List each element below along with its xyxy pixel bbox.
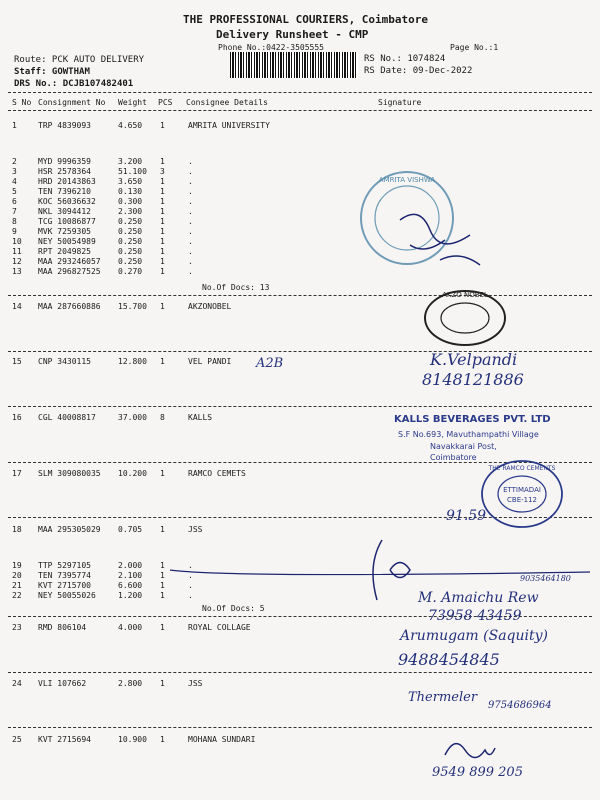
table-row (0, 237, 600, 247)
row-consignee: . (188, 267, 193, 276)
row-consignment: KVT 2715700 (38, 581, 91, 590)
table-row (0, 167, 600, 177)
row-pcs: 1 (160, 679, 165, 688)
row-pcs: 1 (160, 623, 165, 632)
divider (8, 110, 592, 111)
handwriting-a2b: A2B (256, 356, 284, 371)
signature-scribble (160, 520, 600, 610)
table-row (0, 227, 600, 237)
table-row (0, 267, 600, 277)
amrita-stamp-text: AMRITA VISHWA (378, 176, 436, 184)
row-pcs: 1 (160, 357, 165, 366)
row-sno: 24 (12, 679, 22, 688)
row-pcs: 1 (160, 227, 165, 236)
row-sno: 2 (12, 157, 17, 166)
docs-count: No.Of Docs: 13 (202, 283, 270, 292)
row-weight: 37.000 (118, 413, 147, 422)
row-consignment: VLI 107662 (38, 679, 87, 688)
row-weight: 2.000 (118, 561, 143, 570)
handwriting-phone-15: 8148121886 (422, 370, 524, 389)
row-weight: 10.200 (118, 469, 147, 478)
handwriting-thermeler: Thermeler (408, 690, 478, 705)
row-consignee: KALLS (188, 413, 213, 422)
row-weight: 0.250 (118, 227, 143, 236)
row-sno: 15 (12, 357, 22, 366)
row-sno: 20 (12, 571, 22, 580)
row-consignee: VEL PANDI (188, 357, 232, 366)
row-consignee: ROYAL COLLAGE (188, 623, 251, 632)
row-sno: 5 (12, 187, 17, 196)
row-pcs: 1 (160, 217, 165, 226)
row-consignment: HRD 20143863 (38, 177, 96, 186)
table-row (0, 217, 600, 227)
row-consignee: . (188, 581, 193, 590)
row-sno: 10 (12, 237, 22, 246)
row-consignee: . (188, 217, 193, 226)
row-sno: 22 (12, 591, 22, 600)
row-sno: 21 (12, 581, 22, 590)
phone-number: Phone No.:0422-3505555 (218, 43, 324, 52)
row-consignee: . (188, 207, 193, 216)
col-weight: Weight (118, 98, 147, 107)
row-pcs: 1 (160, 257, 165, 266)
row-pcs: 1 (160, 187, 165, 196)
row-consignee: AKZONOBEL (188, 302, 232, 311)
row-pcs: 1 (160, 157, 165, 166)
row-consignment: NEY 50055026 (38, 591, 96, 600)
row-weight: 10.900 (118, 735, 147, 744)
table-row (0, 121, 600, 131)
handwriting-amaichu: M. Amaichu Rew (418, 590, 539, 606)
row-sno: 3 (12, 167, 17, 176)
row-sno: 8 (12, 217, 17, 226)
row-sno: 19 (12, 561, 22, 570)
row-weight: 4.650 (118, 121, 143, 130)
row-pcs: 1 (160, 469, 165, 478)
row-consignment: RPT 2049825 (38, 247, 91, 256)
col-signature: Signature (378, 98, 422, 107)
row-consignee: . (188, 561, 193, 570)
row-weight: 1.200 (118, 591, 143, 600)
signature-scribble (370, 200, 500, 280)
handwriting-phone-24: 9754686964 (488, 700, 552, 711)
row-weight: 6.600 (118, 581, 143, 590)
row-pcs: 1 (160, 177, 165, 186)
row-pcs: 1 (160, 267, 165, 276)
row-sno: 1 (12, 121, 17, 130)
row-consignment: TTP 5297105 (38, 561, 91, 570)
row-pcs: 1 (160, 197, 165, 206)
row-pcs: 1 (160, 571, 165, 580)
kalls-stamp-line4: Coimbatore (430, 453, 477, 462)
row-weight: 0.250 (118, 257, 143, 266)
docs-count: No.Of Docs: 5 (202, 604, 265, 613)
row-weight: 0.250 (118, 237, 143, 246)
row-weight: 0.250 (118, 247, 143, 256)
row-weight: 2.300 (118, 207, 143, 216)
row-consignee: . (188, 237, 193, 246)
row-consignment: MAA 296827525 (38, 267, 101, 276)
row-weight: 15.700 (118, 302, 147, 311)
row-weight: 12.800 (118, 357, 147, 366)
row-sno: 13 (12, 267, 22, 276)
row-consignment: TRP 4839093 (38, 121, 91, 130)
row-sno: 7 (12, 207, 17, 216)
row-sno: 9 (12, 227, 17, 236)
table-row (0, 207, 600, 217)
table-row (0, 257, 600, 267)
route: Route: PCK AUTO DELIVERY (14, 55, 145, 65)
drs-number: DRS No.: DCJB107482401 (14, 79, 134, 89)
table-row (0, 302, 600, 312)
table-row (0, 247, 600, 257)
row-consignment: NEY 50054989 (38, 237, 96, 246)
row-pcs: 1 (160, 525, 165, 534)
row-consignment: KOC 56036632 (38, 197, 96, 206)
row-sno: 11 (12, 247, 22, 256)
row-consignee: . (188, 257, 193, 266)
row-weight: 0.705 (118, 525, 143, 534)
row-consignment: MAA 287660886 (38, 302, 101, 311)
row-weight: 3.650 (118, 177, 143, 186)
row-pcs: 1 (160, 591, 165, 600)
row-consignee: . (188, 197, 193, 206)
row-consignee: . (188, 177, 193, 186)
akzo-stamp (420, 287, 510, 349)
table-row (0, 157, 600, 167)
divider (8, 672, 592, 673)
row-consignment: MYD 9996359 (38, 157, 91, 166)
row-consignee: . (188, 157, 193, 166)
row-weight: 2.100 (118, 571, 143, 580)
row-pcs: 1 (160, 207, 165, 216)
row-sno: 4 (12, 177, 17, 186)
row-pcs: 1 (160, 247, 165, 256)
row-consignment: TCG 10086877 (38, 217, 96, 226)
row-weight: 0.130 (118, 187, 143, 196)
row-sno: 25 (12, 735, 22, 744)
row-consignee: . (188, 227, 193, 236)
row-consignment: SLM 309080035 (38, 469, 101, 478)
row-sno: 14 (12, 302, 22, 311)
table-row (0, 197, 600, 207)
table-row (0, 177, 600, 187)
row-pcs: 1 (160, 237, 165, 246)
ramco-center-2: CBE-112 (507, 496, 537, 504)
col-sno: S No (12, 98, 32, 107)
row-consignment: MAA 295305029 (38, 525, 101, 534)
divider (8, 727, 592, 728)
kalls-stamp-line3: Navakkarai Post, (430, 442, 497, 451)
row-consignee: . (188, 591, 193, 600)
divider (8, 406, 592, 407)
row-consignment: MVK 7259305 (38, 227, 91, 236)
akzo-stamp-text: AKZO NOBEL (442, 291, 488, 299)
divider (8, 92, 592, 93)
row-consignee: MOHANA SUNDARI (188, 735, 256, 744)
row-sno: 17 (12, 469, 22, 478)
row-sno: 23 (12, 623, 22, 632)
row-pcs: 1 (160, 561, 165, 570)
handwriting-phone-23c: 9488454845 (398, 650, 500, 669)
row-pcs: 1 (160, 581, 165, 590)
row-consignee: JSS (188, 679, 203, 688)
handwriting-phone-23a: 9035464180 (520, 574, 571, 583)
handwriting-phone-18: 91.59 (446, 508, 487, 524)
staff: Staff: GOWTHAM (14, 67, 90, 77)
rs-date: RS Date: 09-Dec-2022 (364, 66, 473, 76)
row-pcs: 3 (160, 167, 165, 176)
row-weight: 4.000 (118, 623, 143, 632)
kalls-stamp-line1: KALLS BEVERAGES PVT. LTD (394, 414, 551, 425)
barcode (230, 52, 358, 78)
ramco-ring-text: THE RAMCO CEMENTS (488, 465, 556, 472)
row-pcs: 1 (160, 121, 165, 130)
row-pcs: 1 (160, 735, 165, 744)
col-pcs: PCS (158, 98, 173, 107)
row-consignment: CNP 3430115 (38, 357, 91, 366)
row-consignee: . (188, 187, 193, 196)
row-consignment: MAA 293246057 (38, 257, 101, 266)
table-row (0, 735, 600, 745)
row-consignment: CGL 40008817 (38, 413, 96, 422)
row-consignment: RMD 806104 (38, 623, 87, 632)
row-weight: 0.270 (118, 267, 143, 276)
row-consignee: . (188, 247, 193, 256)
col-consignee: Consignee Details (186, 98, 268, 107)
ramco-center-1: ETTIMADAI (503, 486, 541, 494)
row-consignment: TEN 7396210 (38, 187, 91, 196)
row-pcs: 1 (160, 302, 165, 311)
signature-scribble (440, 735, 500, 765)
kalls-stamp-line2: S.F No.693, Mavuthampathi Village (398, 430, 539, 439)
row-consignee: JSS (188, 525, 203, 534)
row-consignment: NKL 3094412 (38, 207, 91, 216)
handwriting-arumugam: Arumugam (Saquity) (400, 628, 548, 644)
handwriting-phone-23b: 73958 43459 (428, 608, 522, 624)
table-row (0, 187, 600, 197)
row-sno: 18 (12, 525, 22, 534)
rs-number: RS No.: 1074824 (364, 54, 446, 64)
handwriting-phone-25: 9549 899 205 (432, 765, 523, 780)
row-weight: 3.200 (118, 157, 143, 166)
row-weight: 0.300 (118, 197, 143, 206)
row-consignment: HSR 2578364 (38, 167, 91, 176)
table-row (0, 679, 600, 689)
row-weight: 0.250 (118, 217, 143, 226)
row-sno: 16 (12, 413, 22, 422)
row-consignee: AMRITA UNIVERSITY (188, 121, 270, 130)
row-sno: 6 (12, 197, 17, 206)
row-sno: 12 (12, 257, 22, 266)
row-consignment: TEN 7395774 (38, 571, 91, 580)
col-consignment: Consignment No (38, 98, 106, 107)
row-consignee: . (188, 571, 193, 580)
handwriting-velpandi: K.Velpandi (430, 350, 518, 369)
row-pcs: 8 (160, 413, 165, 422)
row-weight: 51.100 (118, 167, 147, 176)
row-consignee: . (188, 167, 193, 176)
page-number: Page No.:1 (450, 43, 499, 52)
company-name: THE PROFESSIONAL COURIERS, Coimbatore (183, 13, 429, 26)
row-consignment: KVT 2715694 (38, 735, 91, 744)
row-consignee: RAMCO CEMETS (188, 469, 246, 478)
document-title: Delivery Runsheet - CMP (216, 28, 369, 41)
row-weight: 2.800 (118, 679, 143, 688)
